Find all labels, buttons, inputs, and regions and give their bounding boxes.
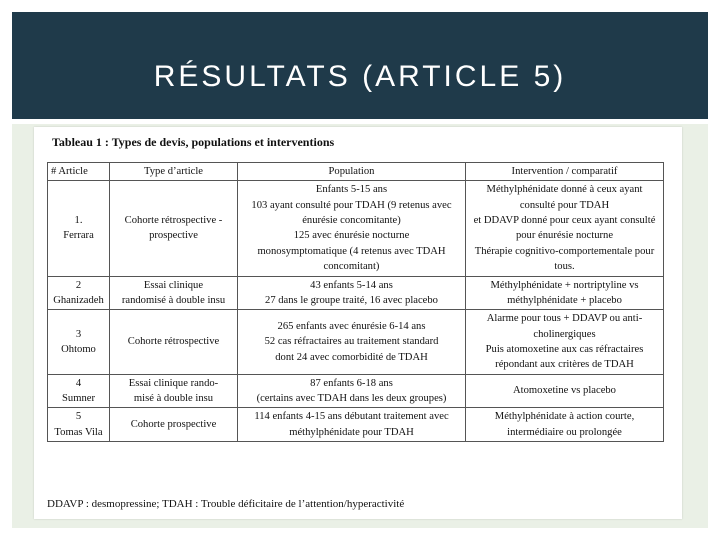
cell-line: prospective (149, 230, 198, 242)
cell-line: Cohorte rétrospective - (124, 215, 223, 227)
cell-intervention (466, 408, 664, 442)
cell-intervention (466, 374, 664, 408)
cell-line: intermédiaire ou prolongée (507, 426, 622, 438)
cell-type (110, 181, 238, 276)
cell-line: énurésie concomitante) (302, 215, 401, 227)
cell-line: 265 enfants avec énurésie 6-14 ans (277, 320, 426, 332)
column-header: Intervention / comparatif (466, 163, 664, 181)
title-banner (12, 12, 708, 119)
table-row (48, 276, 664, 310)
cell-line: cholinergiques (533, 328, 596, 340)
cell-line: répondant aux critères de TDAH (495, 359, 634, 371)
cell-line: Thérapie cognitivo-comportementale pour (474, 245, 655, 257)
cell-type (110, 310, 238, 374)
cell-line: Méthylphénidate + nortriptyline vs (490, 279, 639, 291)
cell-line: Cohorte prospective (130, 419, 217, 431)
table-footnote: DDAVP : desmopressine; TDAH : Trouble déficitaire de l’attention/hyperactivité (47, 498, 405, 510)
cell-line: (certains avec TDAH dans les deux groupes) (256, 393, 447, 405)
cell-line: Essai clinique (143, 279, 204, 291)
cell-intervention (466, 181, 664, 276)
cell-line: 5 (75, 411, 82, 423)
cell-line: 103 ayant consulté pour TDAH (9 retenus avec (251, 199, 452, 211)
cell-article (48, 276, 110, 310)
cell-line: 4 (75, 377, 82, 389)
cell-line: 87 enfants 6-18 ans (310, 377, 393, 389)
table-caption: Tableau 1 : Types de devis, populations et interventions (52, 135, 335, 149)
cell-line: monosymptomatique (4 retenus avec TDAH (257, 245, 446, 257)
cell-line: 3 (75, 328, 82, 340)
cell-line: consulté pour TDAH (519, 199, 610, 211)
table-row (48, 408, 664, 442)
cell-article (48, 310, 110, 374)
cell-population (238, 276, 466, 310)
column-header: Type d’article (110, 163, 238, 181)
table-header-row (48, 163, 664, 181)
cell-population (238, 374, 466, 408)
cell-line: tous. (554, 261, 575, 273)
cell-line: Cohorte rétrospective (127, 336, 220, 348)
cell-line: dont 24 avec comorbidité de TDAH (275, 351, 428, 363)
cell-article (48, 374, 110, 408)
cell-line: 1. (74, 215, 83, 227)
cell-line: Méthylphénidate donné à ceux ayant (486, 184, 643, 196)
cell-type (110, 374, 238, 408)
column-header: # Article (48, 163, 110, 181)
cell-line: 52 cas réfractaires au traitement standard (264, 336, 439, 348)
cell-type (110, 276, 238, 310)
cell-article (48, 408, 110, 442)
cell-population (238, 408, 466, 442)
cell-line: 125 avec énurésie nocturne (293, 230, 410, 242)
cell-line: Puis atomoxetine aux cas réfractaires (485, 343, 644, 355)
cell-line: 2 (75, 279, 82, 291)
cell-line: Essai clinique rando- (128, 377, 219, 389)
cell-article (48, 181, 110, 276)
cell-line: 27 dans le groupe traité, 16 avec placebo (265, 294, 438, 306)
table-row (48, 181, 664, 276)
cell-line: Ferrara (63, 230, 94, 242)
cell-line: méthylphénidate + placebo (507, 294, 622, 306)
cell-line: Méthylphénidate à action courte, (494, 411, 635, 423)
cell-line: et DDAVP donné pour ceux ayant consulté (473, 215, 656, 227)
results-table (47, 162, 664, 442)
cell-line: Alarme pour tous + DDAVP ou anti- (486, 313, 643, 325)
cell-line: Ghanizadeh (53, 294, 104, 306)
table-row (48, 374, 664, 408)
cell-population (238, 181, 466, 276)
cell-line: Sumner (62, 393, 95, 405)
cell-intervention (466, 310, 664, 374)
table-row (48, 310, 664, 374)
cell-line: pour énurésie nocturne (515, 230, 614, 242)
cell-line: Ohtomo (61, 343, 96, 355)
cell-population (238, 310, 466, 374)
cell-line: méthylphénidate pour TDAH (289, 426, 414, 438)
cell-line: 43 enfants 5-14 ans (310, 279, 393, 291)
column-header: Population (238, 163, 466, 181)
cell-line: randomisé à double insu (121, 294, 226, 306)
cell-line: Tomas Vila (54, 426, 103, 438)
cell-line: misé à double insu (133, 393, 214, 405)
cell-line: concomitant) (323, 261, 380, 273)
cell-line: 114 enfants 4-15 ans débutant traitement avec (254, 411, 449, 423)
cell-line: Enfants 5-15 ans (315, 184, 388, 196)
document-image (34, 127, 682, 519)
cell-intervention (466, 276, 664, 310)
cell-type (110, 408, 238, 442)
slide-title: RÉSULTATS (ARTICLE 5) (153, 60, 567, 93)
cell-line: Atomoxetine vs placebo (513, 385, 616, 397)
